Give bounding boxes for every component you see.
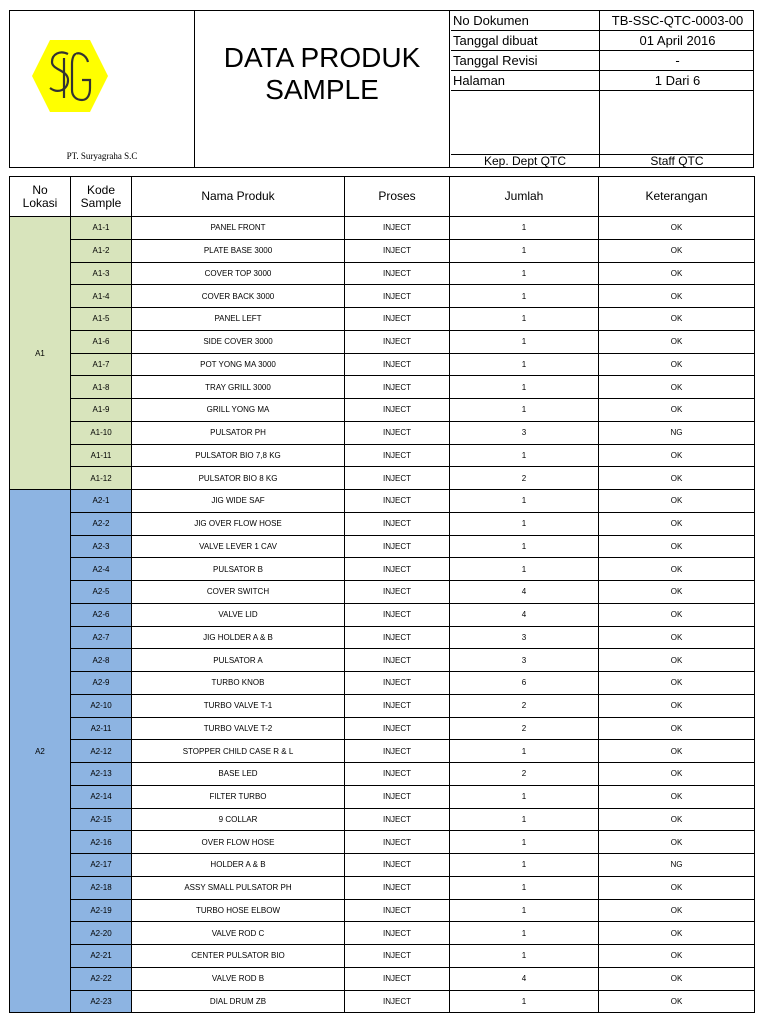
quantity-cell: 1 — [450, 262, 599, 285]
meta-row-tanggal-dibuat — [451, 31, 754, 51]
product-name-cell: JIG WIDE SAF — [132, 490, 345, 513]
logo-cell — [10, 11, 195, 167]
meta-label: No Dokumen — [453, 13, 529, 28]
note-cell: OK — [599, 922, 755, 945]
code-cell: A2-5 — [71, 581, 132, 604]
quantity-cell: 1 — [450, 899, 599, 922]
table-row — [10, 694, 755, 717]
process-cell: INJECT — [345, 467, 450, 490]
process-cell: INJECT — [345, 603, 450, 626]
col-header-proses: Proses — [345, 177, 450, 217]
code-cell: A1-2 — [71, 239, 132, 262]
process-cell: INJECT — [345, 763, 450, 786]
note-cell: OK — [599, 308, 755, 331]
code-cell: A2-13 — [71, 763, 132, 786]
quantity-cell: 1 — [450, 217, 599, 240]
quantity-cell: 1 — [450, 376, 599, 399]
note-cell: OK — [599, 899, 755, 922]
product-name-cell: COVER SWITCH — [132, 581, 345, 604]
code-cell: A1-5 — [71, 308, 132, 331]
code-cell: A2-21 — [71, 945, 132, 968]
product-name-cell: PULSATOR B — [132, 558, 345, 581]
note-cell: OK — [599, 876, 755, 899]
table-row — [10, 353, 755, 376]
table-row — [10, 558, 755, 581]
code-cell: A2-20 — [71, 922, 132, 945]
code-cell: A2-16 — [71, 831, 132, 854]
note-cell: OK — [599, 694, 755, 717]
location-cell: A2 — [10, 490, 71, 1013]
process-cell: INJECT — [345, 353, 450, 376]
process-cell: INJECT — [345, 239, 450, 262]
code-cell: A1-11 — [71, 444, 132, 467]
code-cell: A1-4 — [71, 285, 132, 308]
table-body — [10, 217, 755, 1013]
product-name-cell: HOLDER A & B — [132, 854, 345, 877]
note-cell: OK — [599, 717, 755, 740]
code-cell: A2-15 — [71, 808, 132, 831]
process-cell: INJECT — [345, 626, 450, 649]
code-cell: A1-1 — [71, 217, 132, 240]
code-cell: A1-9 — [71, 399, 132, 422]
note-cell: OK — [599, 672, 755, 695]
product-name-cell: PLATE BASE 3000 — [132, 239, 345, 262]
product-name-cell: CENTER PULSATOR BIO — [132, 945, 345, 968]
note-cell: OK — [599, 785, 755, 808]
quantity-cell: 1 — [450, 444, 599, 467]
quantity-cell: 1 — [450, 308, 599, 331]
table-row — [10, 399, 755, 422]
header-text: Lokasi — [22, 195, 58, 210]
process-cell: INJECT — [345, 262, 450, 285]
process-cell: INJECT — [345, 376, 450, 399]
col-header-jumlah: Jumlah — [450, 177, 599, 217]
quantity-cell: 1 — [450, 399, 599, 422]
code-cell: A2-4 — [71, 558, 132, 581]
process-cell: INJECT — [345, 808, 450, 831]
note-cell: OK — [599, 217, 755, 240]
code-cell: A2-6 — [71, 603, 132, 626]
code-cell: A2-3 — [71, 535, 132, 558]
product-name-cell: TRAY GRILL 3000 — [132, 376, 345, 399]
process-cell: INJECT — [345, 922, 450, 945]
col-header-keterangan: Keterangan — [599, 177, 755, 217]
code-cell: A1-8 — [71, 376, 132, 399]
process-cell: INJECT — [345, 967, 450, 990]
code-cell: A1-10 — [71, 421, 132, 444]
process-cell: INJECT — [345, 649, 450, 672]
code-cell: A2-12 — [71, 740, 132, 763]
quantity-cell: 1 — [450, 808, 599, 831]
code-cell: A2-17 — [71, 854, 132, 877]
quantity-cell: 1 — [450, 740, 599, 763]
quantity-cell: 3 — [450, 649, 599, 672]
quantity-cell: 1 — [450, 831, 599, 854]
table-row — [10, 285, 755, 308]
process-cell: INJECT — [345, 512, 450, 535]
product-name-cell: PULSATOR BIO 7,8 KG — [132, 444, 345, 467]
header-text: Kode — [86, 182, 116, 197]
table-header-row — [10, 177, 755, 217]
signature-label-dept: Kep. Dept QTC — [483, 154, 567, 168]
note-cell: OK — [599, 967, 755, 990]
company-logo-icon — [30, 38, 110, 114]
note-cell: NG — [599, 421, 755, 444]
note-cell: OK — [599, 376, 755, 399]
table-row — [10, 990, 755, 1013]
quantity-cell: 1 — [450, 945, 599, 968]
product-name-cell: TURBO VALVE T-2 — [132, 717, 345, 740]
quantity-cell: 1 — [450, 285, 599, 308]
quantity-cell: 1 — [450, 535, 599, 558]
meta-row-halaman — [451, 71, 754, 91]
table-row — [10, 922, 755, 945]
quantity-cell: 2 — [450, 763, 599, 786]
note-cell: OK — [599, 444, 755, 467]
quantity-cell: 1 — [450, 512, 599, 535]
code-cell: A2-22 — [71, 967, 132, 990]
product-name-cell: JIG OVER FLOW HOSE — [132, 512, 345, 535]
table-row — [10, 217, 755, 240]
code-cell: A2-7 — [71, 626, 132, 649]
document-header — [9, 10, 754, 168]
code-cell: A2-11 — [71, 717, 132, 740]
process-cell: INJECT — [345, 785, 450, 808]
process-cell: INJECT — [345, 899, 450, 922]
process-cell: INJECT — [345, 694, 450, 717]
table-row — [10, 740, 755, 763]
process-cell: INJECT — [345, 876, 450, 899]
col-header-lokasi — [10, 177, 71, 217]
note-cell: OK — [599, 467, 755, 490]
title-line-1: DATA PRODUK — [223, 42, 421, 73]
note-cell: OK — [599, 808, 755, 831]
table-row — [10, 717, 755, 740]
product-name-cell: 9 COLLAR — [132, 808, 345, 831]
process-cell: INJECT — [345, 581, 450, 604]
product-name-cell: PULSATOR BIO 8 KG — [132, 467, 345, 490]
code-cell: A1-7 — [71, 353, 132, 376]
table-row — [10, 467, 755, 490]
process-cell: INJECT — [345, 444, 450, 467]
product-name-cell: OVER FLOW HOSE — [132, 831, 345, 854]
note-cell: OK — [599, 990, 755, 1013]
quantity-cell: 1 — [450, 490, 599, 513]
product-name-cell: VALVE LEVER 1 CAV — [132, 535, 345, 558]
process-cell: INJECT — [345, 217, 450, 240]
signature-area — [451, 91, 754, 155]
product-name-cell: SIDE COVER 3000 — [132, 330, 345, 353]
note-cell: OK — [599, 581, 755, 604]
code-cell: A2-10 — [71, 694, 132, 717]
note-cell: OK — [599, 831, 755, 854]
note-cell: OK — [599, 649, 755, 672]
product-name-cell: DIAL DRUM ZB — [132, 990, 345, 1013]
process-cell: INJECT — [345, 945, 450, 968]
note-cell: OK — [599, 285, 755, 308]
note-cell: OK — [599, 626, 755, 649]
table-row — [10, 603, 755, 626]
process-cell: INJECT — [345, 285, 450, 308]
note-cell: OK — [599, 535, 755, 558]
note-cell: OK — [599, 763, 755, 786]
product-name-cell: FILTER TURBO — [132, 785, 345, 808]
product-name-cell: JIG HOLDER A & B — [132, 626, 345, 649]
code-cell: A2-1 — [71, 490, 132, 513]
product-name-cell: ASSY SMALL PULSATOR PH — [132, 876, 345, 899]
product-name-cell: TURBO HOSE ELBOW — [132, 899, 345, 922]
quantity-cell: 6 — [450, 672, 599, 695]
note-cell: OK — [599, 353, 755, 376]
process-cell: INJECT — [345, 330, 450, 353]
quantity-cell: 1 — [450, 854, 599, 877]
process-cell: INJECT — [345, 535, 450, 558]
process-cell: INJECT — [345, 831, 450, 854]
table-row — [10, 535, 755, 558]
process-cell: INJECT — [345, 672, 450, 695]
quantity-cell: 1 — [450, 353, 599, 376]
title-line-2: SAMPLE — [265, 74, 379, 105]
quantity-cell: 1 — [450, 330, 599, 353]
note-cell: OK — [599, 490, 755, 513]
table-row — [10, 490, 755, 513]
note-cell: OK — [599, 399, 755, 422]
table-row — [10, 876, 755, 899]
quantity-cell: 1 — [450, 558, 599, 581]
location-cell: A1 — [10, 217, 71, 490]
product-name-cell: PANEL LEFT — [132, 308, 345, 331]
company-name: PT. Suryagraha S.C — [66, 151, 138, 161]
code-cell: A2-19 — [71, 899, 132, 922]
quantity-cell: 1 — [450, 876, 599, 899]
note-cell: OK — [599, 239, 755, 262]
meta-row-tanggal-revisi — [451, 51, 754, 71]
note-cell: NG — [599, 854, 755, 877]
table-row — [10, 831, 755, 854]
table-row — [10, 785, 755, 808]
product-name-cell: VALVE ROD B — [132, 967, 345, 990]
product-name-cell: PULSATOR PH — [132, 421, 345, 444]
process-cell: INJECT — [345, 308, 450, 331]
quantity-cell: 1 — [450, 239, 599, 262]
table-row — [10, 239, 755, 262]
table-row — [10, 376, 755, 399]
meta-label: Tanggal dibuat — [453, 33, 538, 48]
note-cell: OK — [599, 512, 755, 535]
process-cell: INJECT — [345, 854, 450, 877]
note-cell: OK — [599, 740, 755, 763]
note-cell: OK — [599, 603, 755, 626]
quantity-cell: 4 — [450, 967, 599, 990]
product-name-cell: BASE LED — [132, 763, 345, 786]
table-row — [10, 854, 755, 877]
col-header-nama: Nama Produk — [132, 177, 345, 217]
meta-value: 1 Dari 6 — [599, 71, 755, 90]
note-cell: OK — [599, 558, 755, 581]
quantity-cell: 2 — [450, 694, 599, 717]
table-row — [10, 330, 755, 353]
product-name-cell: GRILL YONG MA — [132, 399, 345, 422]
product-name-cell: TURBO KNOB — [132, 672, 345, 695]
header-text: Sample — [80, 195, 122, 210]
meta-label: Halaman — [453, 73, 506, 88]
process-cell: INJECT — [345, 740, 450, 763]
process-cell: INJECT — [345, 717, 450, 740]
code-cell: A1-6 — [71, 330, 132, 353]
process-cell: INJECT — [345, 990, 450, 1013]
process-cell: INJECT — [345, 490, 450, 513]
quantity-cell: 2 — [450, 717, 599, 740]
process-cell: INJECT — [345, 399, 450, 422]
table-row — [10, 649, 755, 672]
table-row — [10, 945, 755, 968]
product-name-cell: PULSATOR A — [132, 649, 345, 672]
quantity-cell: 1 — [450, 785, 599, 808]
process-cell: INJECT — [345, 558, 450, 581]
code-cell: A2-9 — [71, 672, 132, 695]
note-cell: OK — [599, 330, 755, 353]
quantity-cell: 1 — [450, 922, 599, 945]
header-text: No — [32, 182, 48, 197]
code-cell: A1-3 — [71, 262, 132, 285]
product-table — [9, 176, 755, 1013]
code-cell: A2-8 — [71, 649, 132, 672]
table-row — [10, 672, 755, 695]
quantity-cell: 4 — [450, 603, 599, 626]
code-cell: A2-23 — [71, 990, 132, 1013]
table-row — [10, 899, 755, 922]
product-name-cell: COVER TOP 3000 — [132, 262, 345, 285]
document-title — [195, 11, 450, 167]
note-cell: OK — [599, 262, 755, 285]
product-name-cell: COVER BACK 3000 — [132, 285, 345, 308]
table-row — [10, 444, 755, 467]
code-cell: A1-12 — [71, 467, 132, 490]
signature-label-staff: Staff QTC — [650, 154, 704, 168]
quantity-cell: 1 — [450, 990, 599, 1013]
product-name-cell: VALVE ROD C — [132, 922, 345, 945]
code-cell: A2-18 — [71, 876, 132, 899]
meta-value: - — [599, 51, 755, 70]
col-header-kode — [71, 177, 132, 217]
table-row — [10, 262, 755, 285]
table-row — [10, 808, 755, 831]
quantity-cell: 4 — [450, 581, 599, 604]
code-cell: A2-14 — [71, 785, 132, 808]
meta-value: 01 April 2016 — [599, 31, 755, 50]
meta-value: TB-SSC-QTC-0003-00 — [599, 11, 755, 30]
table-row — [10, 308, 755, 331]
table-row — [10, 581, 755, 604]
quantity-cell: 3 — [450, 626, 599, 649]
product-name-cell: POT YONG MA 3000 — [132, 353, 345, 376]
quantity-cell: 3 — [450, 421, 599, 444]
meta-label: Tanggal Revisi — [453, 53, 538, 68]
process-cell: INJECT — [345, 421, 450, 444]
table-row — [10, 421, 755, 444]
product-name-cell: STOPPER CHILD CASE R & L — [132, 740, 345, 763]
table-row — [10, 512, 755, 535]
meta-row-no-dokumen — [451, 11, 754, 31]
product-name-cell: VALVE LID — [132, 603, 345, 626]
table-row — [10, 626, 755, 649]
code-cell: A2-2 — [71, 512, 132, 535]
note-cell: OK — [599, 945, 755, 968]
product-name-cell: PANEL FRONT — [132, 217, 345, 240]
table-row — [10, 967, 755, 990]
product-name-cell: TURBO VALVE T-1 — [132, 694, 345, 717]
quantity-cell: 2 — [450, 467, 599, 490]
table-row — [10, 763, 755, 786]
